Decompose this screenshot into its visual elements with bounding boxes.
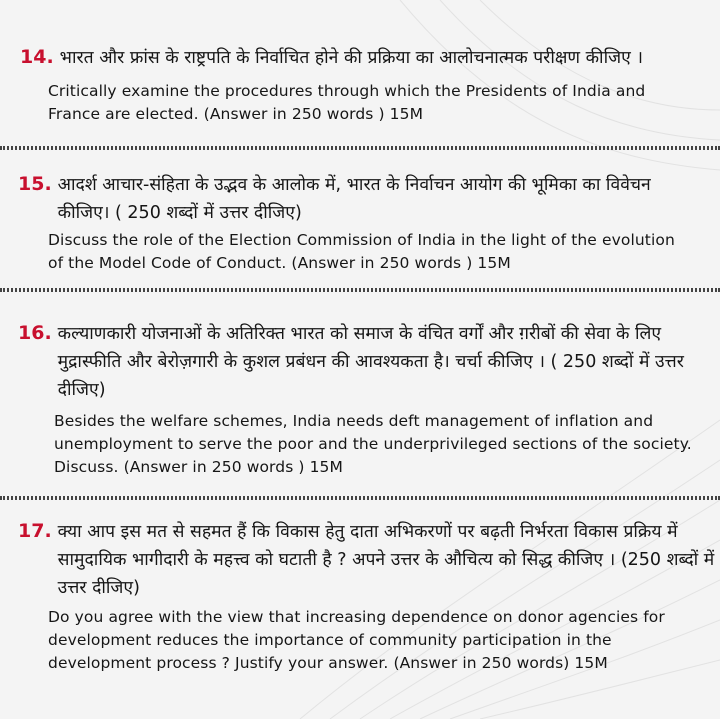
dotted-divider — [0, 288, 720, 292]
question-number: 14. — [20, 46, 54, 68]
question-14 — [0, 44, 720, 126]
question-number: 16. — [18, 322, 52, 344]
dotted-divider — [0, 496, 720, 500]
question-english-text: Discuss the role of the Election Commission of India in the light of the evolution of the Model Code of Conduct. (Answer in 250 words ) 15M — [48, 231, 675, 272]
question-hindi-text: कल्याणकारी योजनाओं के अतिरिक्त भारत को समाज के वंचित वर्गों और ग़रीबों की सेवा के लिए मुद्रास्फीति और बेरोज़गारी के कुशल प्रबंधन की आवश्यकता है। चर्चा कीजिए । ( 250 शब्दों में उत्तर दीजिए) — [57, 324, 684, 400]
question-english-text: Besides the welfare schemes, India needs deft management of inflation and unemployment to serve the poor and the underprivileged sections of the society. Discuss. (Answer in 250 words ) 15M — [54, 412, 692, 476]
question-english-text: Do you agree with the view that increasing dependence on donor agencies for development reduces the importance of community participation in the development process ? Justify your answer. (Answer in 250 words) 15M — [48, 608, 665, 672]
dotted-divider — [0, 146, 720, 150]
question-16 — [0, 320, 720, 479]
question-english-text: Critically examine the procedures through which the Presidents of India and France are elected. (Answer in 250 words ) 15M — [48, 82, 646, 123]
question-17 — [0, 518, 720, 675]
question-15 — [0, 171, 720, 275]
question-number: 17. — [18, 520, 52, 542]
question-number: 15. — [18, 173, 52, 195]
question-hindi-text: आदर्श आचार-संहिता के उद्भव के आलोक में, भारत के निर्वाचन आयोग की भूमिका का विवेचन कीजिए। ( 250 शब्दों में उत्तर दीजिए) — [57, 175, 651, 223]
question-hindi-text: भारत और फ्रांस के राष्ट्रपति के निर्वाचित होने की प्रक्रिया का आलोचनात्मक परीक्षण कीजिए । — [59, 48, 643, 68]
question-hindi-text: क्या आप इस मत से सहमत हैं कि विकास हेतु दाता अभिकरणों पर बढ़ती निर्भरता विकास प्रक्रिय में सामुदायिक भागीदारी के महत्त्व को घटाती है ? अपने उत्तर के औचित्य को सिद्ध कीजिए । (250 शब्दों में उत्तर दीजिए) — [57, 522, 715, 598]
